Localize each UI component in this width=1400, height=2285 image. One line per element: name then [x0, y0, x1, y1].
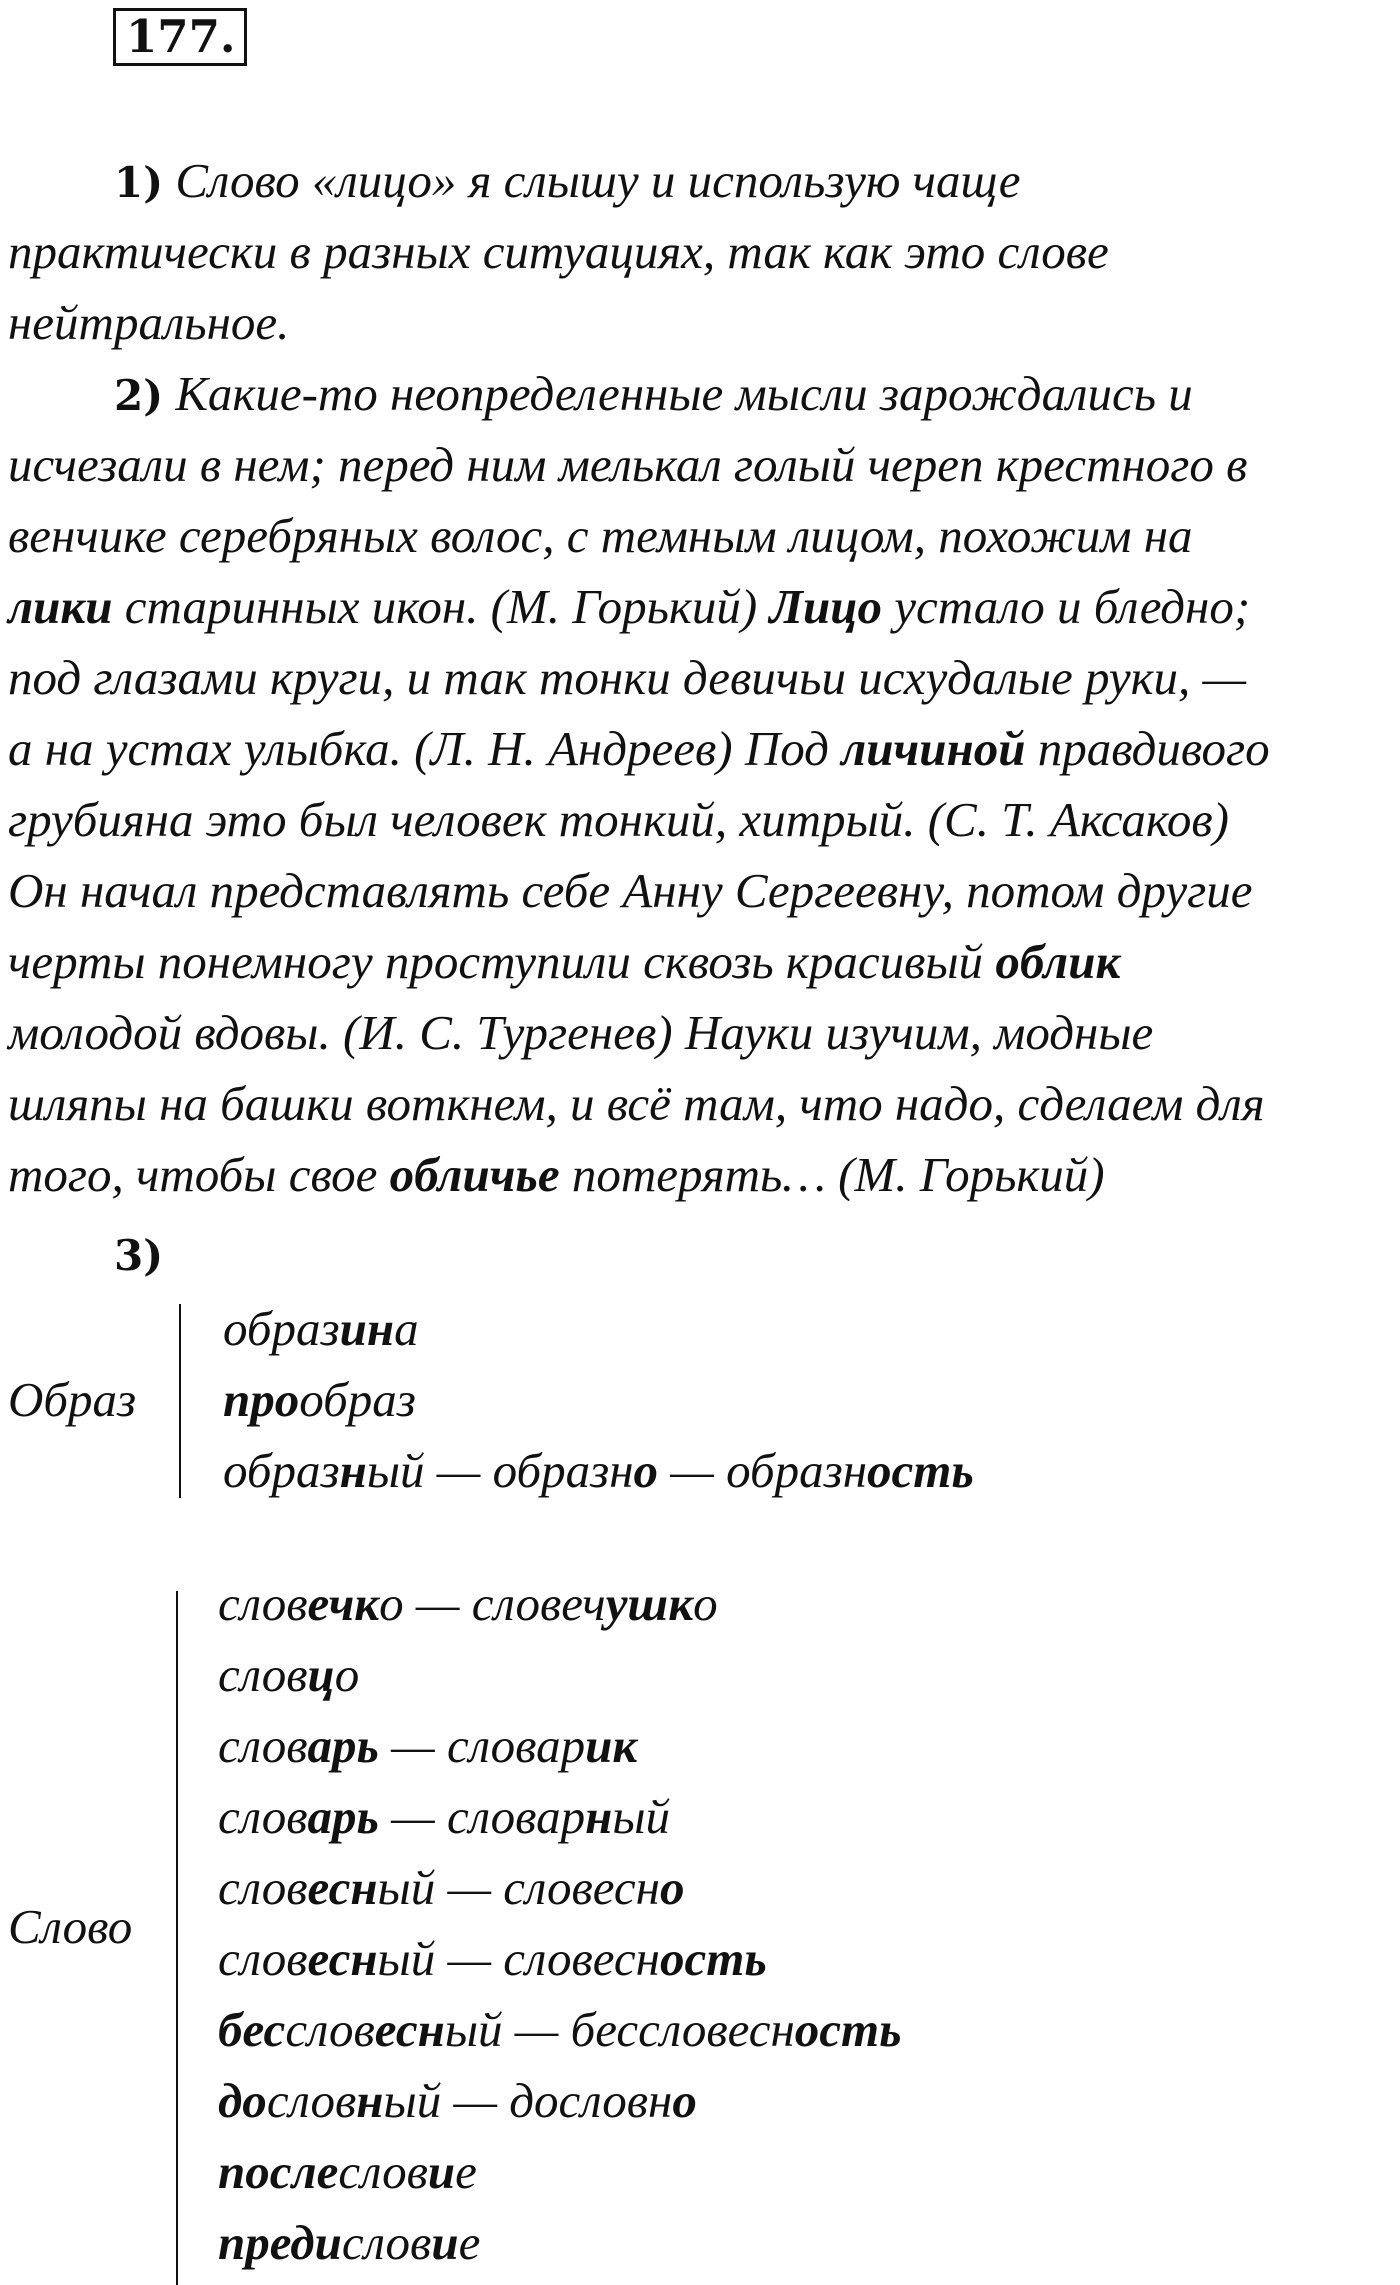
answer-text — [8, 145, 1400, 1210]
part3-number: 3) — [114, 1231, 164, 1280]
highlighted-morpheme: ц — [307, 1647, 335, 1702]
text-segment: шляпы на башки воткнем, и всё там, что надо, сделаем для — [8, 1076, 1265, 1131]
text-segment: того, чтобы свое — [8, 1147, 390, 1202]
bracket-line — [179, 1304, 181, 1498]
highlighted-morpheme: после — [218, 2144, 339, 2199]
part1-line: практически в разных ситуациях, так как это слове — [8, 224, 1109, 279]
highlighted-morpheme: есн — [307, 1931, 378, 1986]
part2-line — [8, 997, 1400, 1068]
text-segment: правдивого — [1025, 721, 1270, 776]
highlighted-morpheme: Лицо — [769, 579, 883, 634]
text-segment: слов — [338, 2144, 428, 2199]
highlighted-morpheme: н — [339, 1443, 367, 1498]
highlighted-morpheme: н — [585, 1789, 613, 1844]
text-segment: Какие-то неопределенные мысли зарождались и — [175, 366, 1193, 421]
derived-word — [218, 1923, 767, 1994]
text-segment: ый — [612, 1789, 671, 1844]
part2-line — [8, 926, 1400, 997]
highlighted-morpheme: о — [659, 1860, 685, 1915]
derived-word — [218, 1639, 359, 1710]
derived-word — [218, 1781, 670, 1852]
exercise-number: 177. — [113, 8, 247, 66]
text-segment: слов — [218, 1576, 308, 1631]
text-segment: образ — [223, 1443, 340, 1498]
derived-word — [218, 1710, 637, 1781]
text-segment: слов — [266, 2073, 357, 2128]
text-segment: о — [334, 1647, 360, 1702]
part2-line — [8, 855, 1400, 926]
derived-word — [218, 2136, 477, 2207]
text-segment: ый — бессловесн — [444, 2002, 795, 2057]
text-segment: черты понемногу проступили сквозь красивый — [8, 934, 996, 989]
text-segment: о — [693, 1576, 718, 1631]
highlighted-morpheme: ость — [794, 2002, 902, 2057]
highlighted-morpheme: о — [672, 2073, 697, 2128]
text-segment: потерять… (М. Горький) — [559, 1147, 1105, 1202]
highlighted-morpheme: ин — [339, 1301, 395, 1356]
highlighted-morpheme: лики — [8, 579, 113, 634]
text-segment: устало и бледно; — [882, 579, 1251, 634]
highlighted-morpheme: бес — [218, 2002, 286, 2057]
derived-word — [223, 1435, 974, 1506]
text-segment: — образн — [658, 1443, 868, 1498]
part2-line — [8, 429, 1400, 500]
text-segment: исчезали в нем; перед ним мелькал голый череп крестного в — [8, 437, 1248, 492]
text-segment: слов — [218, 1931, 308, 1986]
text-segment: ый — словесн — [377, 1931, 660, 1986]
text-segment: молодой вдовы. (И. С. Тургенев) Науки изучим, модные — [8, 1005, 1154, 1060]
text-segment: слов — [218, 1860, 308, 1915]
highlighted-morpheme: про — [223, 1372, 300, 1427]
part1-line: нейтральное. — [8, 295, 290, 350]
derived-word — [223, 1364, 416, 1435]
text-segment: ый — образн — [366, 1443, 634, 1498]
derived-word — [218, 1994, 902, 2065]
part2-line — [8, 713, 1400, 784]
text-segment: слов — [218, 1718, 308, 1773]
derived-word — [218, 2065, 697, 2136]
text-segment: а — [394, 1301, 419, 1356]
root-word: Слово — [8, 1899, 133, 1954]
part2-number: 2) — [114, 371, 164, 420]
part2-line — [8, 571, 1400, 642]
highlighted-morpheme: ость — [867, 1443, 974, 1498]
text-segment: слов — [285, 2002, 375, 2057]
text-segment: слов — [341, 2215, 432, 2270]
text-segment: ый — дословн — [383, 2073, 673, 2128]
text-segment: а на устах улыбка. (Л. Н. Андреев) Под — [8, 721, 842, 776]
part2-text — [175, 366, 1192, 421]
part2-line — [8, 358, 1400, 429]
text-segment: слов — [218, 1789, 308, 1844]
highlighted-morpheme: о — [633, 1443, 659, 1498]
text-segment: — словар — [378, 1789, 586, 1844]
text-segment: Он начал представлять себе Анну Сергеевну, потом другие — [8, 863, 1253, 918]
text-segment: о — словеч — [379, 1576, 606, 1631]
highlighted-morpheme: до — [218, 2073, 267, 2128]
part2-line — [8, 1068, 1400, 1139]
derived-word — [223, 1293, 419, 1364]
part2-line — [8, 1139, 1400, 1210]
highlighted-morpheme: облик — [995, 934, 1121, 989]
part2-line — [8, 642, 1400, 713]
text-segment: образ — [223, 1301, 340, 1356]
text-segment: под глазами круги, и так тонки девичьи исхудалые руки, — — [8, 650, 1247, 705]
derived-word — [218, 1568, 718, 1639]
highlighted-morpheme: н — [356, 2073, 384, 2128]
highlighted-morpheme: есн — [307, 1860, 378, 1915]
highlighted-morpheme: и — [427, 2144, 456, 2199]
bracket-line — [176, 1591, 178, 2285]
highlighted-morpheme: ик — [585, 1718, 638, 1773]
highlighted-morpheme: обличье — [389, 1147, 560, 1202]
text-segment: венчике серебряных волос, с темным лицом, похожим на — [8, 508, 1193, 563]
highlighted-morpheme: преди — [218, 2215, 342, 2270]
text-segment: слов — [218, 1647, 308, 1702]
text-segment: образ — [299, 1372, 416, 1427]
highlighted-morpheme: ечк — [307, 1576, 380, 1631]
text-segment: грубияна это был человек тонкий, хитрый. (С. Т. Аксаков) — [8, 792, 1230, 847]
part2-line — [8, 500, 1400, 571]
part1-line — [8, 145, 1400, 216]
derived-word — [218, 2207, 480, 2278]
part2-line — [8, 784, 1400, 855]
part1-number: 1) — [114, 158, 164, 207]
highlighted-morpheme: ушк — [605, 1576, 694, 1631]
highlighted-morpheme: ость — [659, 1931, 767, 1986]
root-word: Образ — [8, 1372, 137, 1427]
highlighted-morpheme: арь — [307, 1718, 379, 1773]
highlighted-morpheme: арь — [307, 1789, 379, 1844]
highlighted-morpheme: личиной — [841, 721, 1026, 776]
text-segment: е — [455, 2144, 477, 2199]
part1-text: Слово «лицо» я слышу и использую чаще — [175, 153, 1021, 208]
text-segment: старинных икон. (М. Горький) — [112, 579, 770, 634]
highlighted-morpheme: есн — [374, 2002, 445, 2057]
text-segment: — словар — [378, 1718, 586, 1773]
text-segment: е — [458, 2215, 481, 2270]
derived-word — [218, 1852, 684, 1923]
highlighted-morpheme: и — [431, 2215, 459, 2270]
text-segment: ый — словесн — [377, 1860, 660, 1915]
